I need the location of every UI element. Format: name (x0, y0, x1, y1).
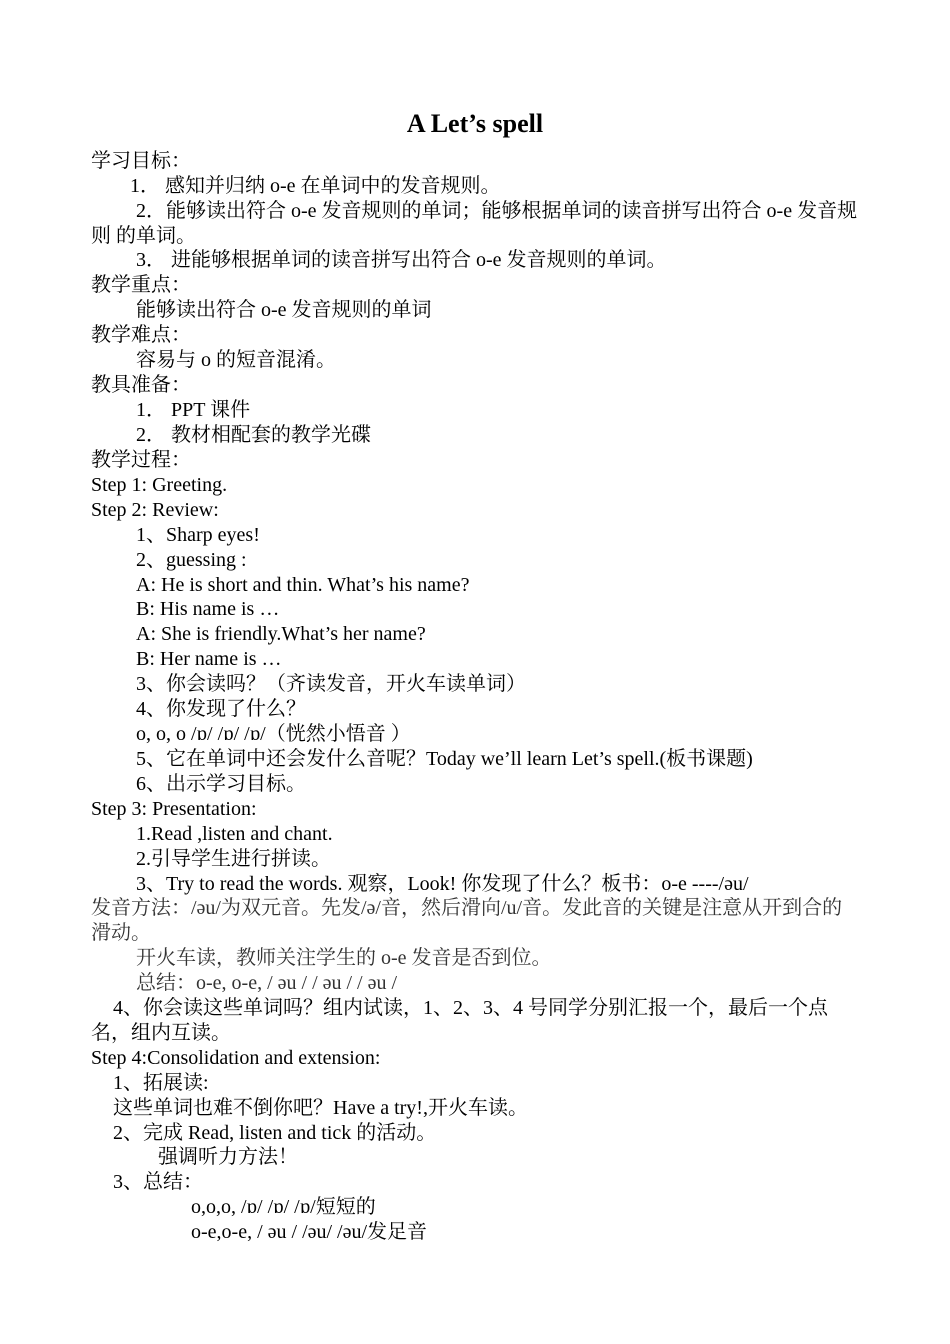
dialogue-line: B: Her name is … (136, 648, 282, 670)
step-2-item: 4、你发现了什么？ (136, 698, 306, 720)
section-heading-difficulties: 教学难点： (91, 324, 191, 346)
material-2: 2． 教材相配套的教学光碟 (136, 424, 371, 446)
step-2-heading: Step 2: Review: (91, 499, 219, 521)
step-3-note: 开火车读，教师关注学生的 o-e 发音是否到位。 (136, 947, 552, 969)
step-3-item: 2.引导学生进行拼读。 (136, 848, 331, 870)
key-point-text: 能够读出符合 o-e 发音规则的单词 (136, 299, 432, 321)
section-heading-objectives: 学习目标： (91, 150, 191, 172)
document-title: A Let’s spell (406, 109, 544, 138)
summary-line: o-e,o-e, / əu / /əu/ /əu/发足音 (191, 1221, 428, 1243)
section-heading-materials: 教具准备： (91, 374, 191, 396)
dialogue-line: A: He is short and thin. What’s his name? (136, 574, 470, 596)
step-3-summary: 总结：o-e, o-e, / əu / / əu / / əu / (136, 972, 398, 994)
objective-1: 1． 感知并归纳 o-e 在单词中的发音规则。 (130, 175, 501, 197)
step-3-item: 4、你会读这些单词吗？组内试读，1、2、3、4 号同学分别汇报一个，最后一个点名，组内互读。 (91, 997, 828, 1044)
step-2-item: 1、Sharp eyes! (136, 524, 260, 546)
step-2-item: 5、它在单词中还会发什么音呢？Today we’ll learn Let’s spell.(板书课题) (136, 748, 753, 770)
step-4-item: 2、完成 Read, listen and tick 的活动。 (113, 1122, 437, 1144)
step-2-item: 6、出示学习目标。 (136, 773, 306, 795)
step-2-item: 2、guessing : (136, 549, 247, 571)
material-1: 1． PPT 课件 (136, 399, 251, 421)
step-3-item: 1.Read ,listen and chant. (136, 823, 333, 845)
step-3-heading: Step 3: Presentation: (91, 798, 257, 820)
pronunciation-method: 发音方法：/əu/为双元音。先发/ə/音，然后滑向/u/音。发此音的关键是注意从开到合的滑动。 (91, 897, 843, 944)
summary-line: o,o,o, /ɒ/ /ɒ/ /ɒ/短短的 (191, 1196, 376, 1218)
difficulty-text: 容易与 o 的短音混淆。 (136, 349, 336, 371)
dialogue-line: B: His name is … (136, 598, 280, 620)
objective-2: 2．能够读出符合 o-e 发音规则的单词；能够根据单词的读音拼写出符合 o-e 发音规则 的单词。 (91, 200, 858, 247)
phonetic-line: o, o, o /ɒ/ /ɒ/ /ɒ/（恍然小悟音 ） (136, 723, 411, 745)
section-heading-key-points: 教学重点： (91, 274, 191, 296)
dialogue-line: A: She is friendly.What’s her name? (136, 623, 426, 645)
step-1-heading: Step 1: Greeting. (91, 474, 228, 496)
step-4-item: 3、总结： (113, 1171, 203, 1193)
objective-3: 3． 进能够根据单词的读音拼写出符合 o-e 发音规则的单词。 (136, 249, 667, 271)
step-4-note: 强调听力方法！ (158, 1146, 298, 1168)
step-4-heading: Step 4:Consolidation and extension: (91, 1047, 381, 1069)
section-heading-process: 教学过程： (91, 449, 191, 471)
step-2-item: 3、你会读吗？（齐读发音，开火车读单词） (136, 673, 526, 695)
step-4-text: 这些单词也难不倒你吧？Have a try!,开火车读。 (113, 1097, 528, 1119)
step-3-item: 3、Try to read the words. 观察，Look! 你发现了什么？板书：o-e ----/əu/ (136, 873, 749, 895)
step-4-item: 1、拓展读: (113, 1072, 209, 1094)
